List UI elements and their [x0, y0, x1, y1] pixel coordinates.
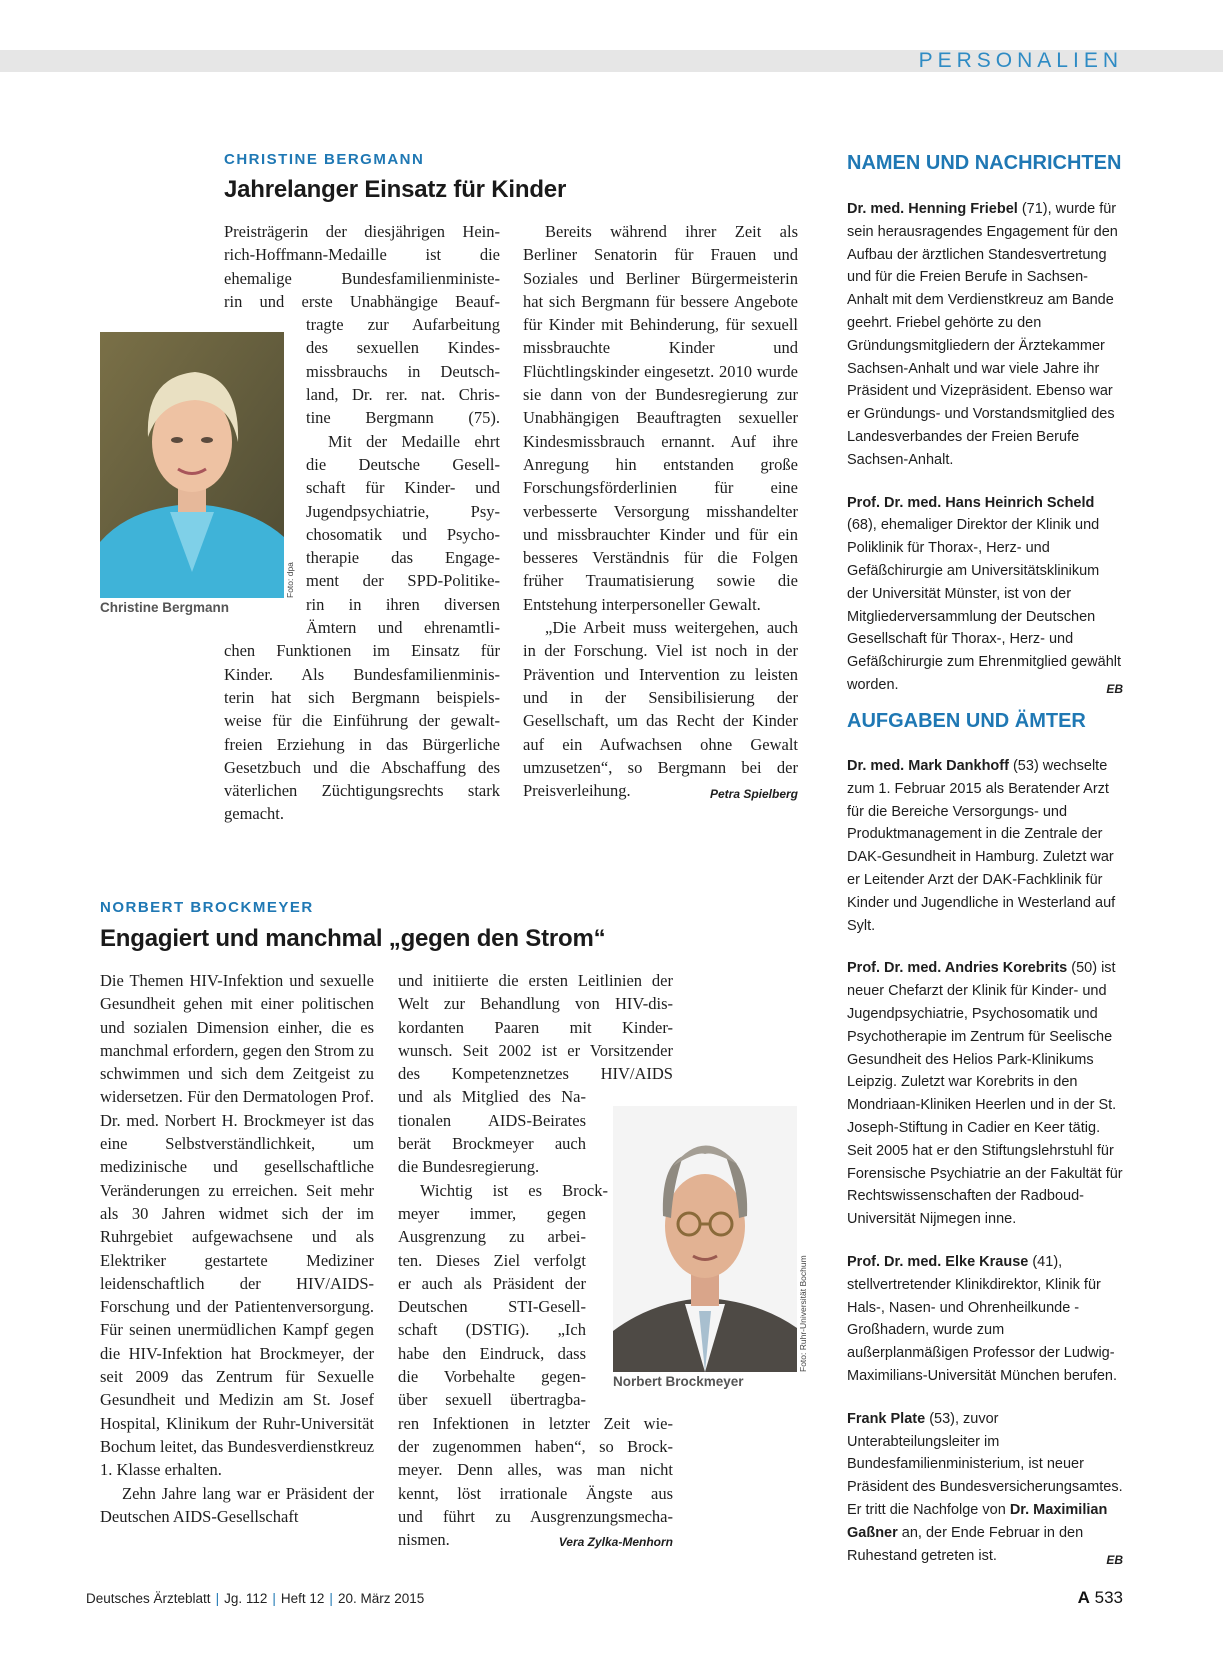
article1-column2	[523, 220, 798, 806]
brockmeyer-photo-caption: Norbert Brockmeyer	[613, 1374, 744, 1389]
article1-col1-line: missbrauchs in Deutsch-	[306, 361, 500, 381]
article2-col2-line: Wichtig ist es Brock-	[420, 1180, 608, 1200]
article1-col1-line: Ämtern und ehrenamtli-	[306, 618, 500, 638]
bergmann-photo-credit: Foto: dpa	[285, 562, 295, 598]
sidebar-entry: Frank Plate (53), zuvor Unterabteilungsleiter im Bundesfamilienministerium, ist neuer Präsident des Bundesversicherungsamtes. Er tritt die Nachfolge von Dr. Maximilian Gaßner an, der Ende Februar in den Ruhestand getreten ist. EB	[847, 1410, 1123, 1567]
article2-column1	[100, 969, 374, 1528]
sidebar-heading-names-news: NAMEN UND NACHRICHTEN	[847, 152, 1122, 174]
article2-col2-line: er auch als Präsident der	[398, 1273, 586, 1293]
article2-col2-line: Deutschen STI-Gesell-	[398, 1297, 586, 1317]
article1-col1-line: Mit der Medaille ehrt	[328, 431, 500, 451]
sidebar-entry: Prof. Dr. med. Hans Heinrich Scheld (68), ehemaliger Direktor der Klinik und Poliklinik für Thorax-, Herz- und Gefäßchirurgie am Universitätsklinikum der Universität Münster, ist von der Mitgliederversammlung der Deutschen Gesellschaft für Thorax-, Herz- und Gefäßchirurgie zum Ehrenmitglied gewählt worden. EB	[847, 494, 1123, 696]
article1-col1-line: Kinder. Als Bundesfamilienminis-	[224, 664, 500, 684]
article2-col2-line: über sexuell übertragba-	[398, 1390, 586, 1410]
article1-col1-line: terin hat sich Bergmann beispiels-	[224, 687, 500, 707]
article1-col1-line: therapie das Engage-	[306, 548, 500, 568]
article1-col1-line: freien Erziehung in das Bürgerliche	[224, 734, 500, 754]
article2-col2-line: Welt zur Behandlung von HIV-dis-	[398, 994, 673, 1014]
article2-col1-paragraph1: Die Themen HIV-Infektion und sexuelle Gesundheit gehen mit einer politischen und sozialen Dimension einher, die es manchmal erfordern, gegen den Strom zu schwimmen und sich dem Zeitgeist zu widersetzen. Für den Dermatologen Prof. Dr. med. Norbert H. Brockmeyer ist das eine Selbstverständlichkeit, um medizinische und gesellschaftliche Veränderungen zu erreichen. Seit mehr als 30 Jahren widmet sich der im Ruhrgebiet aufgewachsene und als Elektriker gestartete Mediziner leidenschaftlich der HIV/AIDS-Forschung und der Patientenversorgung. Für seinen unermüdlichen Kampf gegen die HIV-Infektion hat Brockmeyer, der seit 2009 das Zentrum für Sexuelle Gesundheit und Medizin am St. Josef Hospital, Klinikum der Ruhr-Universität Bochum leitet, das Bundesverdienstkreuz 1. Klasse erhalten.	[100, 971, 375, 1480]
article1-col1-line: gemacht.	[224, 804, 285, 824]
article2-col2-line: ten. Dieses Ziel verfolgt	[398, 1250, 586, 1270]
sidebar-section-names-news	[847, 198, 1123, 717]
sidebar-entry: Prof. Dr. med. Andries Korebrits (50) ist neuer Chefarzt der Klinik für Kinder- und Jugendpsychiatrie, Psychosomatik und Psychotherapie im Zentrum für Seelische Gesundheit des Helios Park-Klinikums Leipzig. Zuletzt war Korebrits in den Mondriaan-Kliniken Heerlen und in der St. Joseph-Stiftung in Cadier en Keer tätig. Seit 2005 hat er den Stiftungslehrstuhl für Forensische Psychiatrie an der Fakultät für Rechtswissenschaften der Radboud-Universität Nijmegen inne.	[847, 960, 1123, 1228]
article2-headline: Engagiert und manchmal „gegen den Strom“	[100, 925, 606, 952]
article1-author: Petra Spielberg	[709, 787, 798, 802]
article2-col2-line: ren Infektionen in letzter Zeit wie-	[398, 1413, 673, 1433]
article1-col1-line: rich-Hoffmann-Medaille ist die	[224, 245, 500, 265]
page-number: A 533	[1077, 1588, 1123, 1607]
sidebar-section-duties-offices	[847, 755, 1123, 1587]
article2-col2-line: und als Mitglied des Na-	[398, 1087, 586, 1107]
footer-date: 20. März 2015	[337, 1591, 425, 1606]
article2-col2-line: die Vorbehalte gegen-	[398, 1367, 586, 1387]
article1-headline: Jahrelanger Einsatz für Kinder	[224, 176, 567, 203]
article1-col1-line: ehemalige Bundesfamilienministe-	[224, 268, 500, 288]
sidebar-entry: Prof. Dr. med. Elke Krause (41), stellvertretender Klinikdirektor, Klinik für Hals-, Nasen- und Ohrenheilkunde - Großhadern, wurde zum außerplanmäßigen Professor der Ludwig-Maximilians-Universität München berufen.	[847, 1253, 1117, 1384]
article2-col2-line: meyer immer, gegen	[398, 1203, 586, 1223]
article1-col1-line: land, Dr. rer. nat. Chris-	[306, 385, 500, 405]
article1-col1-line: väterlichen Züchtigungsrechts stark	[224, 781, 500, 801]
article2-col2-line: des Kompetenznetzes HIV/AIDS	[398, 1064, 673, 1084]
article2-col2-line: der zugenommen haben“, so Brock-	[398, 1436, 673, 1456]
article1-col2-paragraph1: Bereits während ihrer Zeit als Berliner Senatorin für Frauen und Soziales und Berliner Bürgermeisterin hat sich Bergmann für bessere Angebote für Kinder mit Behinderung, für sexuell missbrauchte Kinder und Flüchtlingskinder eingesetzt. 2010 wurde sie dann von der Bundesregierung zur Unabhängigen Beauftragten sexueller Kindesmissbrauch ernannt. Auf ihre Anregung hin entstanden große Forschungsförderlinien für eine verbesserte Versorgung misshandelter und missbrauchter Kinder und für ein besseres Verständnis für die Folgen früher Traumatisierung sowie die Entstehung interpersoneller Gewalt.	[523, 222, 798, 614]
article2-col2-line: Ausgrenzung zu arbei-	[398, 1227, 586, 1247]
article1-col1-line: Jugendpsychiatrie, Psy-	[306, 501, 500, 521]
article2-col2-line: nismen.	[398, 1530, 450, 1550]
article2-col2-line: und initiierte die ersten Leitlinien der	[398, 971, 673, 990]
article1-col1-line: Preisträgerin der diesjährigen Hein-	[224, 222, 500, 241]
article2-col2-line: meyer. Denn alles, was man nicht	[398, 1460, 673, 1480]
article1-kicker: CHRISTINE BERGMANN	[224, 151, 425, 168]
article1-col1-line: ment der SPD-Politike-	[306, 571, 500, 591]
footer-citation: Deutsches Ärzteblatt | Jg. 112 | Heft 12 | 20. März 2015	[86, 1591, 425, 1606]
article1-column1	[224, 220, 500, 826]
brockmeyer-photo-credit: Foto: Ruhr-Universität Bochum	[798, 1255, 808, 1372]
article2-col2-line: habe den Eindruck, dass	[398, 1343, 586, 1363]
article1-col1-line: tine Bergmann (75).	[306, 408, 500, 428]
article1-col1-line: rin und erste Unabhängige Beauf-	[224, 291, 500, 311]
article2-col1-paragraph2: Zehn Jahre lang war er Präsident der Deutschen AIDS-Gesellschaft	[100, 1483, 374, 1526]
footer-issue: Heft 12	[280, 1591, 325, 1606]
footer-journal: Deutsches Ärzteblatt	[86, 1591, 211, 1606]
article1-col2-paragraph2: „Die Arbeit muss weitergehen, auch in der Forschung. Viel ist noch in der Prävention und Intervention zu leisten und in der Sensibilisierung der Gesellschaft, um das Recht der Kinder auf ein Aufwachsen ohne Gewalt umzusetzen“, so Bergmann bei der Preisverleihung. Petra Spielberg	[523, 616, 798, 802]
article2-kicker: NORBERT BROCKMEYER	[100, 899, 314, 916]
article1-col1-line: chen Funktionen im Einsatz für	[224, 641, 500, 661]
article1-col1-line: schaft für Kinder- und	[306, 478, 500, 498]
article2-col2-line: schaft (DSTIG). „Ich	[398, 1320, 586, 1340]
sidebar-entry: Dr. med. Mark Dankhoff (53) wechselte zum 1. Februar 2015 als Beratender Arzt für die Bereiche Versorgungs- und Produktmanagement in die Zentrale der DAK-Gesundheit in Hamburg. Zuletzt war er Leitender Arzt der DAK-Fachklinik für Kinder und Jugendliche in Westerland auf Sylt.	[847, 758, 1116, 934]
article1-col1-line: rin in ihren diversen	[306, 594, 500, 614]
bergmann-photo-caption: Christine Bergmann	[100, 600, 230, 615]
article1-col1-line: chosomatik und Psycho-	[306, 524, 500, 544]
footer-volume: Jg. 112	[224, 1591, 268, 1606]
article1-col1-line: die Deutsche Gesell-	[306, 454, 500, 474]
article1-col1-line: des sexuellen Kindes-	[306, 338, 500, 358]
article2-col2-line: und führt zu Ausgrenzungsmecha-	[398, 1506, 673, 1526]
article1-col1-line: weise für die Einführung der gewalt-	[224, 711, 500, 731]
article2-col2-line: tionalen AIDS-Beirates	[398, 1110, 586, 1130]
section-label: PERSONALIEN	[918, 49, 1123, 72]
article2-col2-line: wunsch. Seit 2002 ist er Vorsitzender	[398, 1040, 673, 1060]
norbert-brockmeyer-photo	[613, 1106, 797, 1372]
sidebar-heading-duties-offices: AUFGABEN UND ÄMTER	[847, 710, 1086, 732]
sidebar-entry: Dr. med. Henning Friebel (71), wurde für sein herausragendes Engagement für den Aufbau der ärztlichen Standesvertretung und für die Freien Berufe in Sachsen-Anhalt mit dem Verdienstkreuz am Bande geehrt. Friebel gehörte zu den Gründungsmitgliedern der Ärztekammer Sachsen-Anhalt und war viele Jahre ihr Präsident und Vizepräsident. Ebenso war er Gründungs- und Vorstandsmitglied des Landesverbandes der Freien Berufe Sachsen-Anhalt.	[847, 201, 1118, 468]
article1-col1-line: Gesetzbuch und die Abschaffung des	[224, 757, 500, 777]
article2-author: Vera Zylka-Menhorn	[558, 1535, 673, 1550]
article2-col2-line: kennt, löst irrationale Ängste aus	[398, 1483, 673, 1503]
article2-col2-line: die Bundesregierung.	[398, 1157, 540, 1177]
article2-col2-line: berät Brockmeyer auch	[398, 1134, 586, 1154]
article2-col2-line: kordanten Paaren mit Kinder-	[398, 1017, 673, 1037]
article1-col1-line: tragte zur Aufarbeitung	[306, 315, 500, 335]
